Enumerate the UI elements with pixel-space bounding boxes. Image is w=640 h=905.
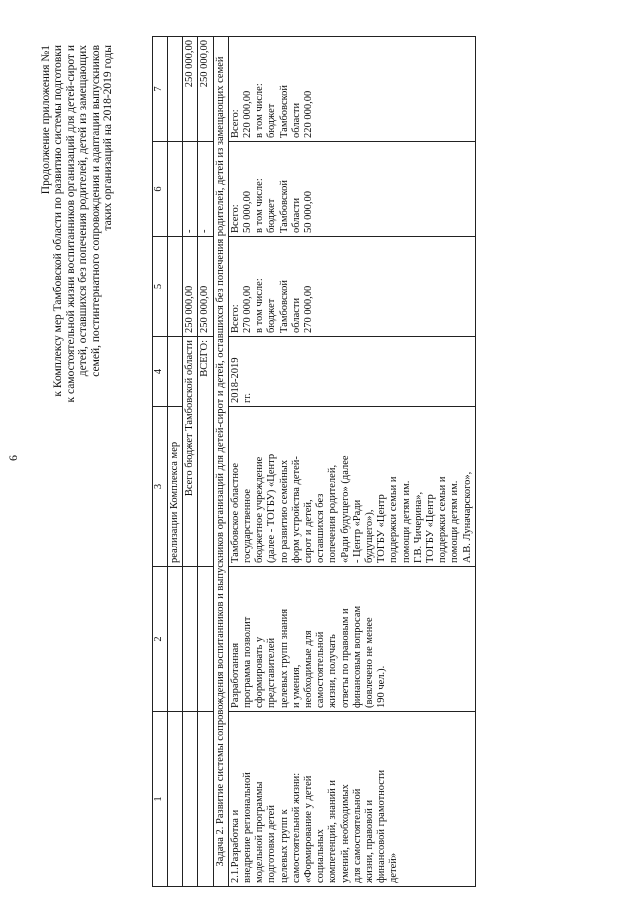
column-header: 7 — [153, 37, 168, 142]
table-row-budget — [183, 37, 198, 887]
page-number: 6 — [6, 455, 20, 461]
expected-result-cell: Разработанная программа позволит сформировать у представителей целевых групп знания и умения, необходимые для самостоятельной жизни, получать ответы по правовым и финансовым вопросам (вовлечено не менее 190 чел.). — [228, 567, 475, 712]
budget-label: Всего бюджет Тамбовской области — [183, 337, 198, 567]
task-2-title: Задача 2. Развитие системы сопровождения воспитанников и выпускников организаций для детей-сирот и детей, оставшихся без попечения родителей, детей из замещающих семей — [213, 37, 228, 887]
table-cell — [168, 712, 183, 887]
table-cell — [168, 37, 183, 142]
column-header: 1 — [153, 712, 168, 887]
total-col5: 250 000,00 — [198, 237, 213, 337]
table-cell — [198, 712, 213, 887]
period-cell: 2018-2019 гг. — [228, 337, 475, 407]
table-cell — [168, 567, 183, 712]
table-cell — [198, 567, 213, 712]
column-header: 6 — [153, 142, 168, 237]
table-cell — [168, 142, 183, 237]
heading-line-4: детей, оставшихся без попечения родителей, детей из замещающих — [77, 45, 90, 377]
column-header: 2 — [153, 567, 168, 712]
heading-line-1: Продолжение приложения №1 — [40, 45, 52, 195]
table-cell — [183, 567, 198, 712]
total-col6: - — [198, 142, 213, 237]
column-header: 3 — [153, 407, 168, 567]
budget-col7: 250 000,00 — [183, 37, 198, 142]
column-header: 4 — [153, 337, 168, 407]
task-2-row — [213, 37, 228, 887]
table-cell: реализации Комплекса мер — [168, 407, 183, 567]
heading-line-6: таких организаций на 2018-2019 годы — [102, 45, 115, 231]
table-row — [168, 37, 183, 887]
table-cell — [168, 237, 183, 337]
table-cell — [183, 712, 198, 887]
total-label: ВСЕГО: — [198, 337, 213, 567]
heading-line-2: к Комплексу мер Тамбовской области по развитию системы подготовки — [52, 45, 65, 397]
budget-col5: 250 000,00 — [183, 237, 198, 337]
total-col7: 250 000,00 — [198, 37, 213, 142]
funding-2019-cell: Всего: 220 000,00 в том числе: бюджет Тамбовской области 220 000,00 — [228, 37, 475, 142]
measure-name-cell: 2.1.Разработка и внедрение региональной модельной программы подготовки детей целевых групп к самостоятельной жизни: «Формирование у детей социальных компетенций, знаний и умений, необходимых для самостоятельной жизни, правовой и финансовой грамотности детей» — [228, 712, 475, 887]
table-row-2-1 — [228, 37, 475, 887]
table-row-total — [198, 37, 213, 887]
table-cell — [168, 337, 183, 407]
column-header: 5 — [153, 237, 168, 337]
executors-cell: Тамбовское областное государственное бюджетное учреждение (далее - ТОГБУ) «Центр по развитию семейных форм устройства детей- сирот и детей, оставшихся без попечения родителей, «Ради будущего» (далее - Центр «Ради будущего»), ТОГБУ «Центр поддержки семьи и помощи детям им. Г.В. Чичерина», ТОГБУ «Центр поддержки семьи и помощи детям им. А.В. Луначарского», — [228, 407, 475, 567]
measures-table — [152, 36, 476, 887]
table-header-row — [153, 37, 168, 887]
funding-total-cell: Всего: 270 000,00 в том числе: бюджет Тамбовской области 270 000,00 — [228, 237, 475, 337]
document-heading — [40, 45, 114, 705]
funding-2018-cell: Всего: 50 000,00 в том числе: бюджет Тамбовской области 50 000,00 — [228, 142, 475, 237]
heading-line-3: к самостоятельной жизни воспитанников организаций для детей-сирот и — [64, 45, 77, 403]
budget-col6: - — [183, 142, 198, 237]
heading-line-5: семей, постинтернатного сопровождения и адаптации выпускников — [89, 45, 102, 377]
